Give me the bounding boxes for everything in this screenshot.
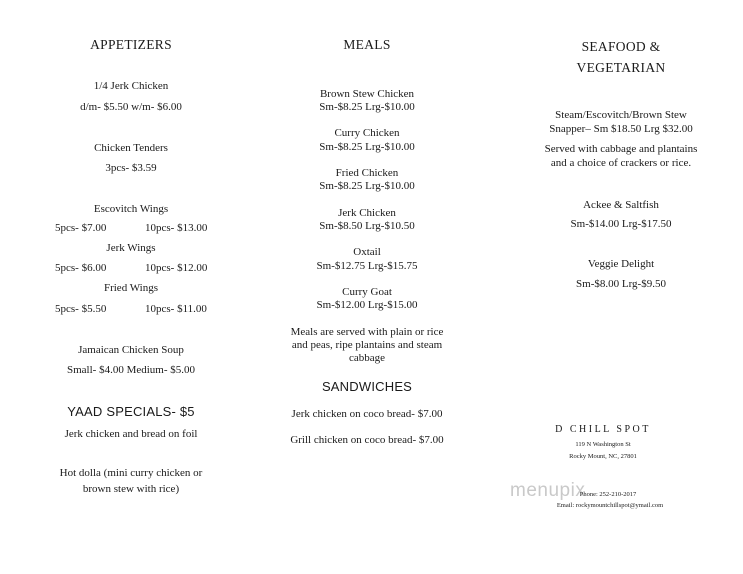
snapper-name: Steam/Escovitch/Brown Stew (555, 109, 687, 121)
ackee-saltfish-name: Ackee & Saltfish (583, 199, 659, 211)
sandwiches-heading: SANDWICHES (321, 379, 413, 394)
phone-number: Phone: 252-210-2017 (579, 491, 637, 498)
veggie-delight-prices: Sm-$8.00 Lrg-$9.50 (576, 278, 666, 290)
seafood-heading-line-1: SEAFOOD & (581, 39, 661, 54)
meals-note-line-3: cabbage (348, 352, 386, 364)
appetizer-escovitch-wings-large: 10pcs- $13.00 (145, 222, 208, 234)
address-line-1: 119 N Washington St (575, 441, 631, 448)
appetizer-escovitch-wings-small: 5pcs- $7.00 (55, 222, 107, 234)
snapper-prices: Snapper– Sm $18.50 Lrg $32.00 (549, 123, 693, 135)
meal-name: Curry Goat (342, 286, 392, 298)
email-address: Email: rockymountchillspot@ymail.com (556, 502, 664, 509)
appetizer-chicken-tenders-name: Chicken Tenders (94, 142, 168, 154)
meal-name: Jerk Chicken (338, 207, 396, 219)
yaad-special-item-1: Jerk chicken and bread on foil (64, 428, 198, 440)
yaad-special-item-2-line-1: Hot dolla (mini curry chicken or (59, 467, 203, 479)
menupix-watermark: menupix (510, 480, 586, 501)
meal-prices: Sm-$8.25 Lrg-$10.00 (319, 141, 415, 153)
restaurant-brand: D CHILL SPOT (555, 424, 651, 435)
appetizer-fried-wings-large: 10pcs- $11.00 (145, 303, 207, 315)
appetizer-jerk-chicken-name: 1/4 Jerk Chicken (93, 80, 169, 92)
yaad-special-item-2-line-2: brown stew with rice) (82, 483, 180, 495)
sandwich-item-2: Grill chicken on coco bread- $7.00 (290, 434, 444, 446)
veggie-delight-name: Veggie Delight (587, 258, 655, 270)
meal-prices: Sm-$8.50 Lrg-$10.50 (319, 220, 415, 232)
meal-name: Fried Chicken (335, 167, 399, 179)
meals-heading: MEALS (343, 37, 391, 52)
sandwich-item-1: Jerk chicken on coco bread- $7.00 (291, 408, 443, 420)
meal-prices: Sm-$8.25 Lrg-$10.00 (319, 180, 415, 192)
snapper-note-line-1: Served with cabbage and plantains (544, 143, 698, 155)
appetizer-soup-name: Jamaican Chicken Soup (78, 344, 184, 356)
meal-prices: Sm-$12.75 Lrg-$15.75 (316, 260, 418, 272)
ackee-saltfish-prices: Sm-$14.00 Lrg-$17.50 (570, 218, 672, 230)
address-line-2: Rocky Mount, NC, 27801 (569, 453, 637, 460)
appetizer-jerk-wings-large: 10pcs- $12.00 (145, 262, 208, 274)
appetizer-jerk-wings-small: 5pcs- $6.00 (55, 262, 107, 274)
appetizer-fried-wings-small: 5pcs- $5.50 (55, 303, 107, 315)
meal-prices: Sm-$8.25 Lrg-$10.00 (319, 101, 415, 113)
meal-name: Oxtail (353, 246, 381, 258)
meal-prices: Sm-$12.00 Lrg-$15.00 (316, 299, 418, 311)
yaad-specials-heading: YAAD SPECIALS- $5 (67, 404, 195, 419)
meals-note-line-2: and peas, ripe plantains and steam (291, 339, 443, 351)
appetizers-heading: APPETIZERS (90, 37, 172, 52)
appetizer-escovitch-wings-name: Escovitch Wings (93, 203, 169, 215)
meal-name: Curry Chicken (334, 127, 400, 139)
seafood-heading-line-2: VEGETARIAN (576, 60, 666, 75)
appetizer-soup-prices: Small- $4.00 Medium- $5.00 (66, 364, 196, 376)
snapper-note-line-2: and a choice of crackers or rice. (550, 157, 692, 169)
meal-name: Brown Stew Chicken (319, 88, 415, 100)
appetizer-jerk-wings-name: Jerk Wings (106, 242, 156, 254)
meals-note-line-1: Meals are served with plain or rice (290, 326, 444, 338)
appetizer-fried-wings-name: Fried Wings (103, 282, 159, 294)
appetizer-chicken-tenders-prices: 3pcs- $3.59 (105, 162, 157, 174)
appetizer-jerk-chicken-prices: d/m- $5.50 w/m- $6.00 (80, 101, 182, 113)
